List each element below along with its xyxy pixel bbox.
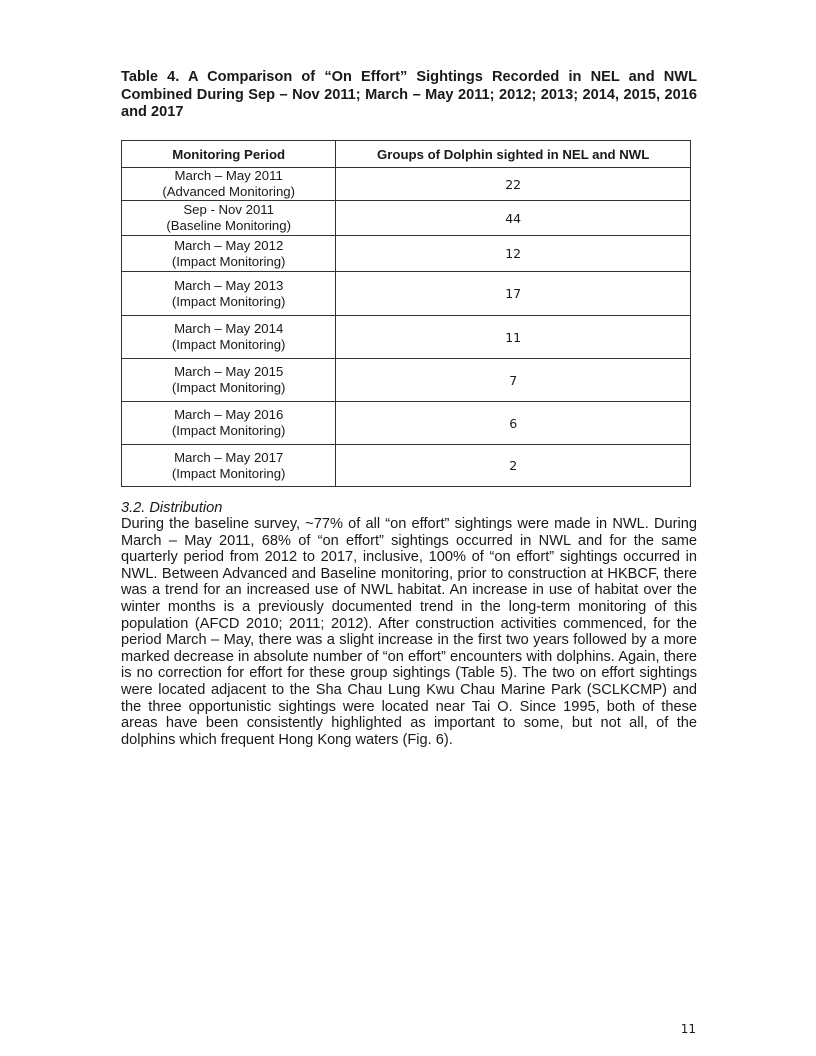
monitoring-type: (Impact Monitoring) [171, 253, 286, 269]
period-label: March – May 2011 [174, 168, 283, 183]
table-row [122, 236, 691, 272]
table-row [122, 445, 691, 487]
period-label: March – May 2016 [174, 407, 284, 422]
period-label: March – May 2014 [174, 321, 284, 336]
section-heading: 3.2. Distribution [121, 500, 223, 516]
table-row [122, 272, 691, 316]
count-cell: 12 [336, 236, 691, 272]
period-cell [122, 316, 336, 359]
monitoring-type: (Impact Monitoring) [171, 337, 286, 352]
monitoring-type: (Impact Monitoring) [171, 465, 286, 481]
header-monitoring-period: Monitoring Period [122, 141, 336, 168]
table-caption: Table 4. A Comparison of “On Effort” Sightings Recorded in NEL and NWL Combined During Sep – Nov 2011; March – May 2011; 2012; 2013; 2014, 2015, 2016 and 2017 [121, 69, 697, 120]
period-cell [122, 201, 336, 236]
count-cell: 7 [336, 359, 691, 402]
period-cell [122, 272, 336, 316]
table-row [122, 316, 691, 359]
table-row [122, 402, 691, 445]
count-cell: 6 [336, 402, 691, 445]
monitoring-type: (Impact Monitoring) [171, 423, 286, 438]
table-row [122, 168, 691, 201]
page-number: 11 [680, 1022, 696, 1036]
monitoring-type: (Impact Monitoring) [171, 380, 286, 395]
sightings-table [121, 140, 691, 487]
table-header-row [122, 141, 691, 168]
table-row [122, 201, 691, 236]
period-cell [122, 402, 336, 445]
count-cell: 22 [336, 168, 691, 201]
header-groups-sighted: Groups of Dolphin sighted in NEL and NWL [336, 141, 691, 168]
period-label: March – May 2017 [174, 449, 284, 465]
period-label: Sep - Nov 2011 [183, 202, 274, 217]
period-label: March – May 2013 [174, 277, 284, 293]
period-label: March – May 2012 [174, 237, 284, 253]
period-cell [122, 236, 336, 272]
period-cell [122, 168, 336, 201]
monitoring-type: (Advanced Monitoring) [162, 184, 296, 199]
period-cell [122, 445, 336, 487]
monitoring-type: (Baseline Monitoring) [166, 218, 291, 233]
count-cell: 17 [336, 272, 691, 316]
monitoring-type: (Impact Monitoring) [171, 293, 286, 309]
table-row [122, 359, 691, 402]
period-cell [122, 359, 336, 402]
body-paragraph: During the baseline survey, ~77% of all “on effort” sightings were made in NWL. During March – May 2011, 68% of “on effort” sightings occurred in NWL and for the same quarterly period from 2012 to 2017, inclusive, 100% of “on effort” sightings occurred in NWL. Between Advanced and Baseline monitoring, prior to construction at HKBCF, there was a trend for an increased use of NWL habitat. An increase in use of habitat over the winter months is a previously documented trend in the long-term monitoring of this population (AFCD 2010; 2011; 2012). After construction activities commenced, for the period March – May, there was a slight increase in the first two years followed by a more marked decrease in absolute number of “on effort” encounters with dolphins. Again, there is no correction for effort for these group sightings (Table 5). The two on effort sightings were located adjacent to the Sha Chau Lung Kwu Chau Marine Park (SCLKCMP) and the three opportunistic sightings were located near Tai O. Since 1995, both of these areas have been consistently highlighted as important to some, but not all, of the dolphins which frequent Hong Kong waters (Fig. 6). [121, 516, 697, 748]
count-cell: 11 [336, 316, 691, 359]
period-label: March – May 2015 [174, 364, 284, 379]
count-cell: 44 [336, 201, 691, 236]
count-cell: 2 [336, 445, 691, 487]
